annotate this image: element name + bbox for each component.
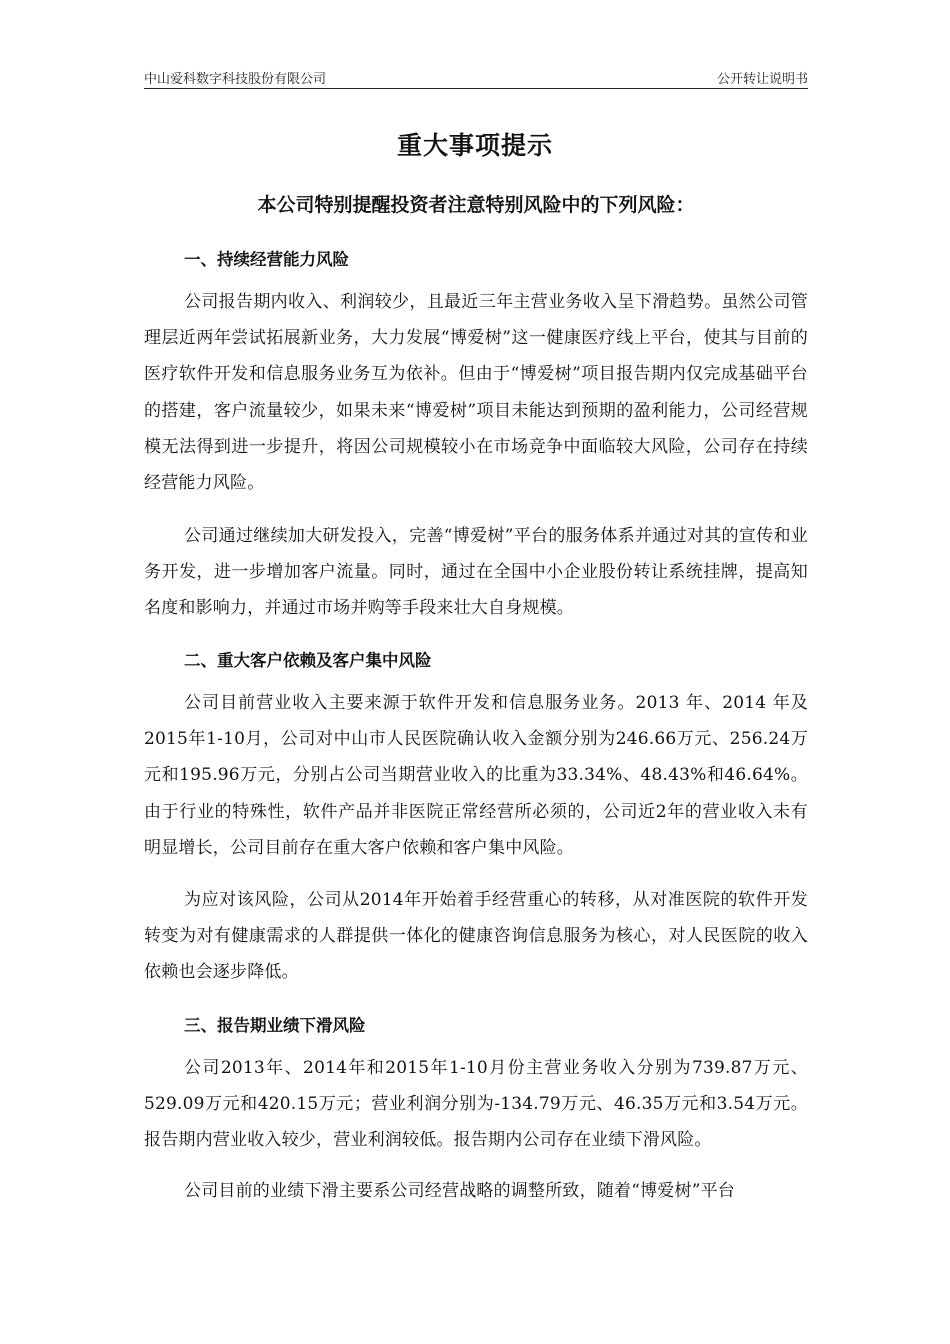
section-2-paragraph-1: 公司目前营业收入主要来源于软件开发和信息服务业务。2013 年、2014 年及2015年1-10月，公司对中山市人民医院确认收入金额分别为246.66万元、256.24万元和195.96万元，分别占公司当期营业收入的比重为33.34%、48.43%和46.64%。由于行业的特殊性，软件产品并非医院正常经营所必须的，公司近2年的营业收入未有明显增长，公司目前存在重大客户依赖和客户集中风险。: [144, 693, 808, 858]
running-header: [144, 68, 808, 88]
header-company: 中山爱科数字科技股份有限公司: [144, 72, 327, 87]
section-1-paragraph-1: 公司报告期内收入、利润较少，且最近三年主营业务收入呈下滑趋势。虽然公司管理层近两年尝试拓展新业务，大力发展“博爱树”这一健康医疗线上平台，使其与目前的医疗软件开发和信息服务业务互为依补。但由于“博爱树”项目报告期内仅完成基础平台的搭建，客户流量较少，如果未来“博爱树”项目未能达到预期的盈利能力，公司经营规模无法得到进一步提升，将因公司规模较小在市场竞争中面临较大风险，公司存在持续经营能力风险。: [144, 292, 808, 494]
page-subtitle: 本公司特别提醒投资者注意特别风险中的下列风险：: [257, 194, 695, 216]
section-heading-2: 二、重大客户依赖及客户集中风险: [184, 651, 432, 670]
section-heading-3: 三、报告期业绩下滑风险: [184, 1016, 366, 1035]
header-rule: [144, 88, 808, 89]
section-1-paragraph-2: 公司通过继续加大研发投入，完善“博爱树”平台的服务体系并通过对其的宣传和业务开发，进一步增加客户流量。同时，通过在全国中小企业股份转让系统挂牌，提高知名度和影响力，并通过市场并购等手段来壮大自身规模。: [144, 526, 808, 619]
header-doc-type: 公开转让说明书: [716, 72, 808, 87]
section-3-paragraph-1: 公司2013年、2014年和2015年1-10月份主营业务收入分别为739.87万元、529.09万元和420.15万元；营业利润分别为-134.79万元、46.35万元和3.54万元。报告期内营业收入较少，营业利润较低。报告期内公司存在业绩下滑风险。: [144, 1058, 808, 1151]
page-title: 重大事项提示: [396, 131, 553, 160]
section-2-paragraph-2: 为应对该风险，公司从2014年开始着手经营重心的转移，从对准医院的软件开发转变为对有健康需求的人群提供一体化的健康咨询信息服务为核心，对人民医院的收入依赖也会逐步降低。: [144, 890, 808, 983]
section-3-paragraph-2: 公司目前的业绩下滑主要系公司经营战略的调整所致，随着“博爱树”平台: [184, 1181, 735, 1201]
section-heading-1: 一、持续经营能力风险: [184, 250, 349, 269]
